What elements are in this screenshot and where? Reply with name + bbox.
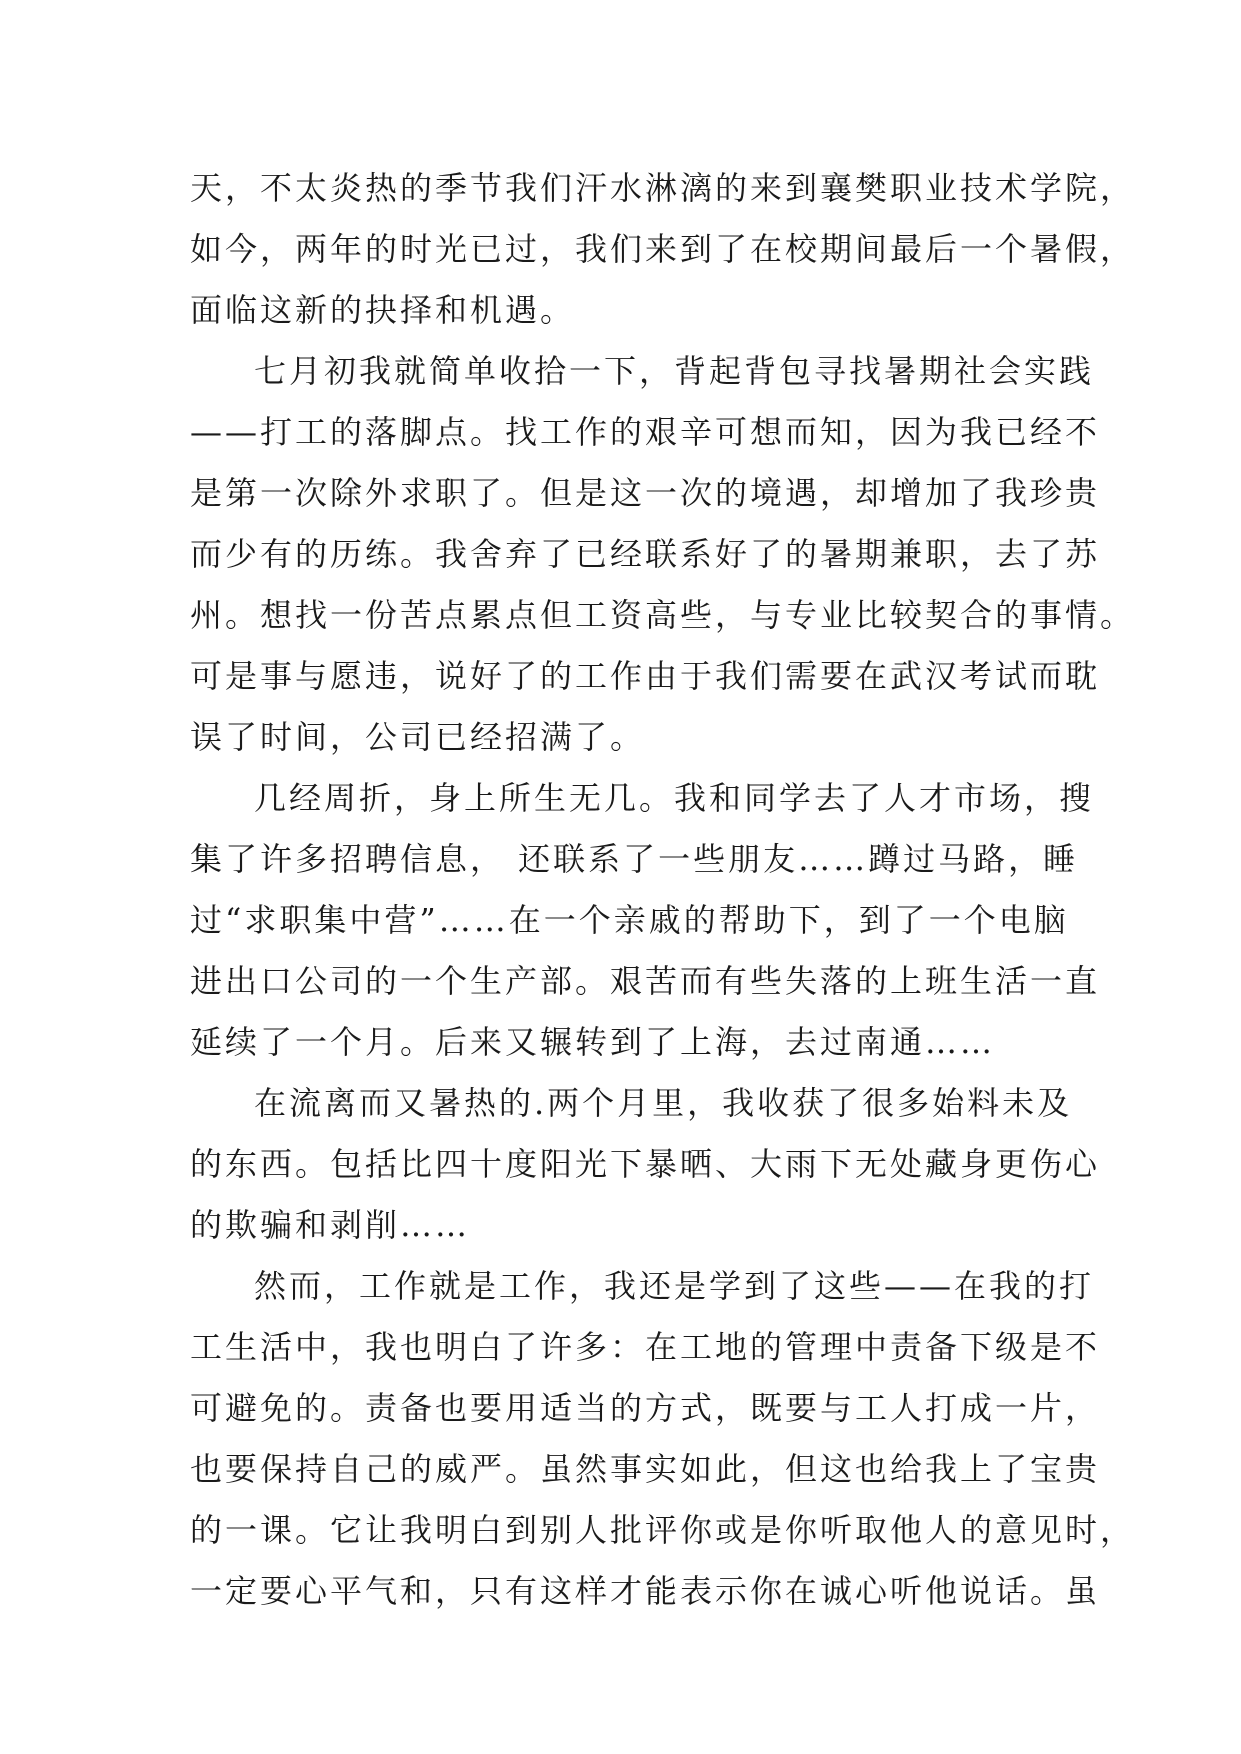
document-body [190, 158, 1136, 1622]
text-line: 在流离而又暑热的.两个月里，我收获了很多始料未及 [254, 1084, 1073, 1122]
text-line: 延续了一个月。后来又辗转到了上海，去过南通…… [190, 1023, 996, 1061]
text-line: 天，不太炎热的季节我们汗水淋漓的来到襄樊职业技术学院， [190, 169, 1136, 207]
text-line: ——打工的落脚点。找工作的艰辛可想而知，因为我已经不 [190, 413, 1101, 451]
text-line: 误了时间，公司已经招满了。 [190, 718, 646, 756]
text-line: 也要保持自己的威严。虽然事实如此，但这也给我上了宝贵 [190, 1450, 1101, 1488]
text-line: 的东西。包括比四十度阳光下暴晒、大雨下无处藏身更伤心 [190, 1145, 1101, 1183]
text-line: 是第一次除外求职了。但是这一次的境遇，却增加了我珍贵 [190, 474, 1101, 512]
text-line: 工生活中，我也明白了许多：在工地的管理中责备下级是不 [190, 1328, 1101, 1366]
text-line: 进出口公司的一个生产部。艰苦而有些失落的上班生活一直 [190, 962, 1101, 1000]
text-line: 可避免的。责备也要用适当的方式，既要与工人打成一片， [190, 1389, 1101, 1427]
text-line: 然而，工作就是工作，我还是学到了这些——在我的打 [254, 1267, 1095, 1305]
text-line: 面临这新的抉择和机遇。 [190, 291, 576, 329]
text-line: 可是事与愿违，说好了的工作由于我们需要在武汉考试而耽 [190, 657, 1101, 695]
text-line: 的一课。它让我明白到别人批评你或是你听取他人的意见时， [190, 1511, 1136, 1549]
text-line: 一定要心平气和，只有这样才能表示你在诚心听他说话。虽 [190, 1572, 1101, 1610]
text-line: 如今，两年的时光已过，我们来到了在校期间最后一个暑假， [190, 230, 1136, 268]
text-line: 七月初我就简单收拾一下，背起背包寻找暑期社会实践 [254, 352, 1095, 390]
text-line: 而少有的历练。我舍弃了已经联系好了的暑期兼职，去了苏 [190, 535, 1101, 573]
text-line: 州。想找一份苦点累点但工资高些，与专业比较契合的事情。 [190, 596, 1136, 634]
text-line: 的欺骗和剥削…… [190, 1206, 471, 1244]
text-line: 几经周折，身上所生无几。我和同学去了人才市场，搜 [254, 779, 1095, 817]
text-line: 过“求职集中营”……在一个亲戚的帮助下，到了一个电脑 [190, 901, 1069, 939]
text-line: 集了许多招聘信息， 还联系了一些朋友……蹲过马路，睡 [190, 840, 1079, 878]
